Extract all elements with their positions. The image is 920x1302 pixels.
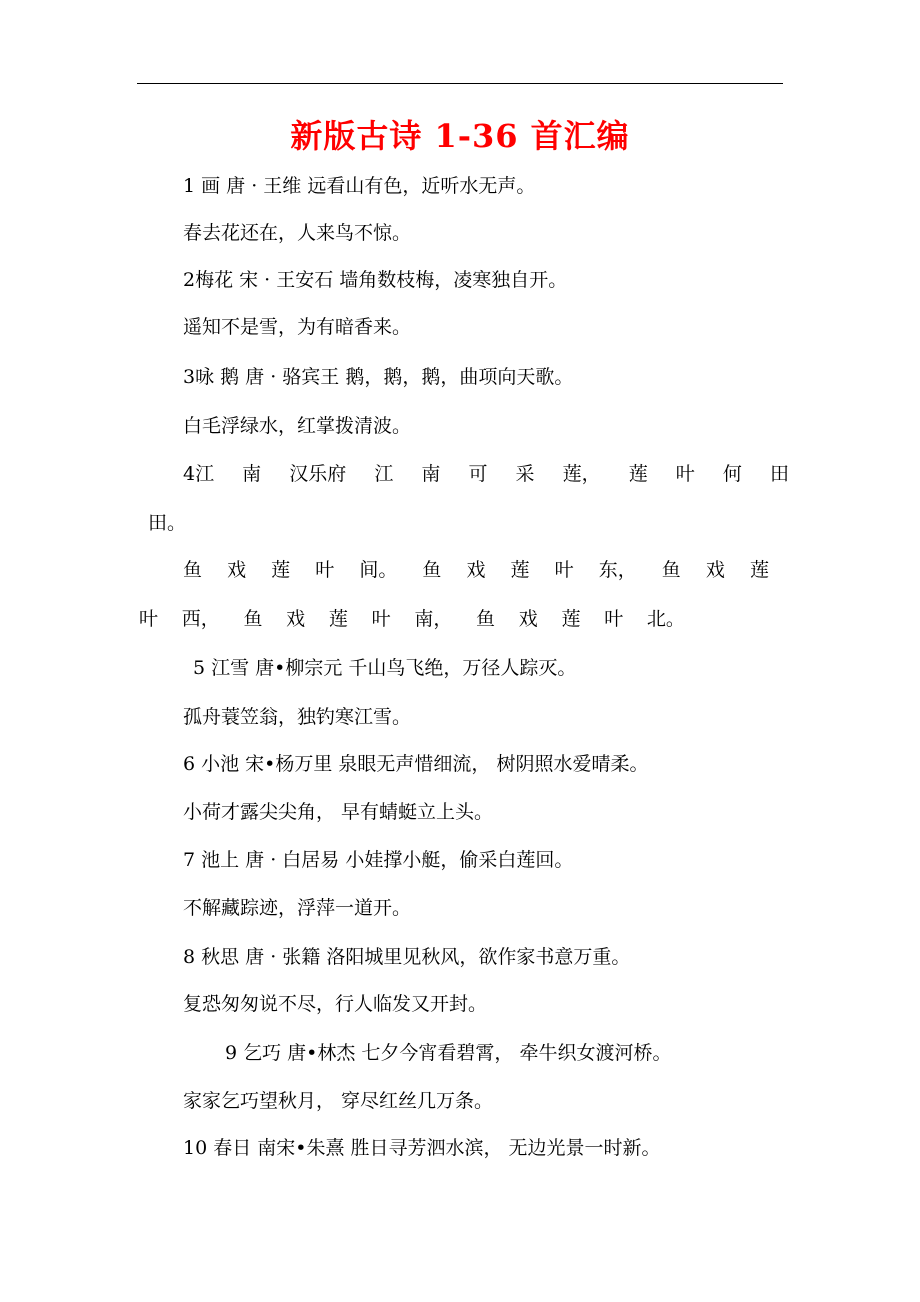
poem-4-word: 莲 — [749, 559, 769, 581]
poem-4-word: 鱼 — [476, 608, 496, 630]
poem-4-word: 鱼 — [243, 608, 263, 630]
poem-4-word: 田 — [769, 463, 789, 485]
poem-4-word: 莲， — [562, 463, 601, 485]
poem-4-word: 莲 — [271, 559, 291, 581]
poem-4-word: 戏 — [466, 559, 486, 581]
poem-3-line-2: 白毛浮绿水，红掌拨清波。 — [183, 415, 412, 437]
poem-9-line-2: 家家乞巧望秋月， 穿尽红丝几万条。 — [183, 1090, 494, 1112]
poem-4-word: 南 — [421, 463, 441, 485]
poem-4-word: 江 — [374, 463, 394, 485]
poem-7-line-2: 不解藏踪迹，浮萍一道开。 — [183, 897, 412, 919]
poem-4-word: 可 — [468, 463, 488, 485]
poem-2-line-2: 遥知不是雪，为有暗香来。 — [183, 316, 412, 338]
document-title: 新版古诗 1-36 首汇编 — [290, 117, 630, 155]
poem-4-word: 莲 — [628, 463, 648, 485]
poem-4-word: 4江 — [183, 463, 215, 485]
poem-4-word: 间。 — [359, 559, 398, 581]
poem-4-word: 莲 — [510, 559, 530, 581]
poem-5-line-2: 孤舟蓑笠翁，独钓寒江雪。 — [183, 706, 412, 728]
poem-4-line-2: 田。 — [148, 512, 187, 534]
poem-4-line-4 — [139, 605, 685, 633]
poem-4-word: 叶 — [604, 608, 624, 630]
poem-4-word: 何 — [722, 463, 742, 485]
poem-4-word: 鱼 — [661, 559, 681, 581]
poem-4-word: 戏 — [518, 608, 538, 630]
poem-4-word: 北。 — [646, 608, 685, 630]
poem-8-line-2: 复恐匆匆说不尽，行人临发又开封。 — [183, 993, 488, 1015]
poem-4-word: 南， — [414, 608, 453, 630]
poem-4-word: 莲 — [561, 608, 581, 630]
poem-4-line-1 — [183, 460, 789, 488]
poem-8-line-1: 8 秋思 唐 · 张籍 洛阳城里见秋风，欲作家书意万重。 — [183, 946, 631, 968]
poem-10-line-1: 10 春日 南宋•朱熹 胜日寻芳泗水滨， 无边光景一时新。 — [183, 1137, 661, 1159]
poem-4-word: 叶 — [675, 463, 695, 485]
poem-4-word: 莲 — [328, 608, 348, 630]
header-rule — [137, 83, 783, 84]
poem-2-line-1: 2梅花 宋 · 王安石 墙角数枝梅，凌寒独自开。 — [183, 269, 568, 291]
poem-4-line-3 — [183, 556, 769, 584]
poem-4-word: 戏 — [227, 559, 247, 581]
poem-4-word: 西， — [181, 608, 220, 630]
poem-4-word: 叶 — [139, 608, 159, 630]
poem-5-line-1: 5 江雪 唐•柳宗元 千山鸟飞绝，万径人踪灭。 — [193, 657, 577, 679]
poem-6-line-1: 6 小池 宋•杨万里 泉眼无声惜细流， 树阴照水爱晴柔。 — [183, 753, 649, 775]
poem-4-word: 鱼 — [183, 559, 203, 581]
poem-4-word: 南 — [242, 463, 262, 485]
poem-4-word: 叶 — [554, 559, 574, 581]
poem-4-word: 东， — [598, 559, 637, 581]
poem-1-line-2: 春去花还在，人来鸟不惊。 — [183, 222, 412, 244]
poem-4-word: 叶 — [315, 559, 335, 581]
poem-7-line-1: 7 池上 唐 · 白居易 小娃撑小艇，偷采白莲回。 — [183, 849, 574, 871]
poem-9-line-1: 9 乞巧 唐•林杰 七夕今宵看碧霄， 牵牛织女渡河桥。 — [225, 1042, 672, 1064]
poem-6-line-2: 小荷才露尖尖角， 早有蜻蜓立上头。 — [183, 801, 494, 823]
poem-4-word: 戏 — [705, 559, 725, 581]
poem-4-word: 鱼 — [422, 559, 442, 581]
poem-4-word: 叶 — [371, 608, 391, 630]
poem-4-word: 汉乐府 — [289, 463, 347, 485]
poem-4-word: 戏 — [286, 608, 306, 630]
poem-3-line-1: 3咏 鹅 唐 · 骆宾王 鹅，鹅，鹅，曲项向天歌。 — [183, 366, 574, 388]
poem-4-word: 采 — [515, 463, 535, 485]
poem-1-line-1: 1 画 唐 · 王维 远看山有色，近听水无声。 — [183, 175, 536, 197]
